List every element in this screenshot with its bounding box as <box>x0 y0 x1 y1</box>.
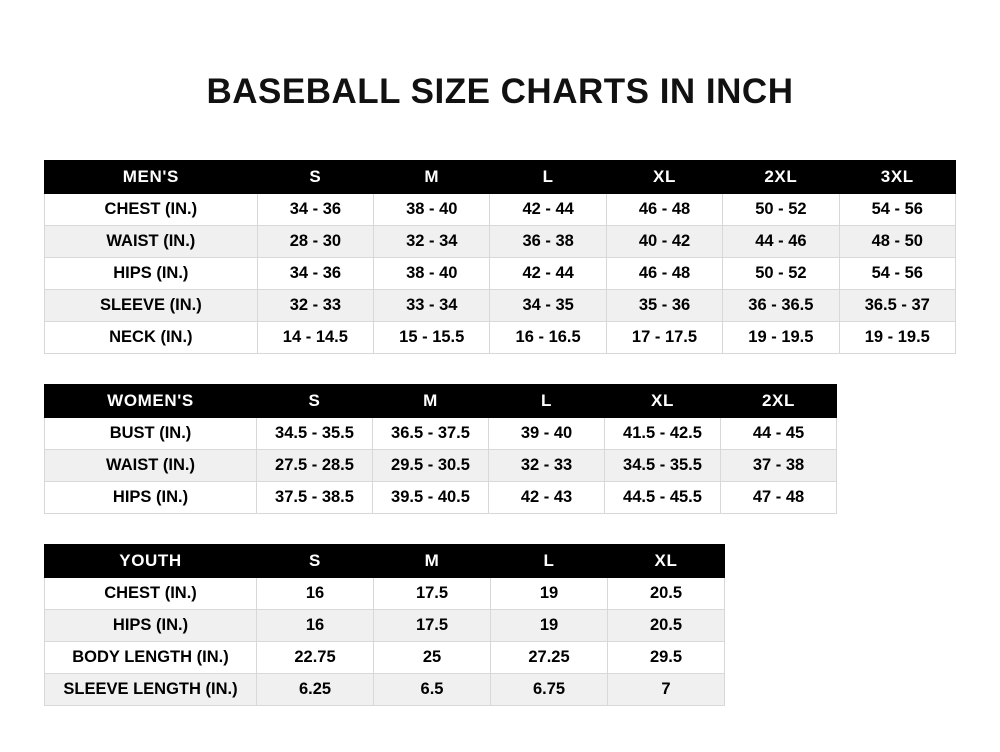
table-cell: 38 - 40 <box>374 258 490 290</box>
table-cell: 33 - 34 <box>374 290 490 322</box>
row-label: BUST (IN.) <box>45 418 257 450</box>
table-cell: 6.25 <box>257 674 374 706</box>
row-label: NECK (IN.) <box>45 322 258 354</box>
table-cell: 47 - 48 <box>721 482 837 514</box>
table-cell: 15 - 15.5 <box>374 322 490 354</box>
table-row <box>45 322 956 354</box>
table-cell: 16 - 16.5 <box>490 322 606 354</box>
table-cell: 42 - 44 <box>490 194 606 226</box>
table-cell: 50 - 52 <box>723 194 839 226</box>
table-header-cell: XL <box>605 385 721 418</box>
table-cell: 17 - 17.5 <box>606 322 722 354</box>
row-label: WAIST (IN.) <box>45 450 257 482</box>
table-cell: 34 - 35 <box>490 290 606 322</box>
table-header-cell: L <box>491 545 608 578</box>
table-cell: 46 - 48 <box>606 194 722 226</box>
table-header-cell: M <box>373 385 489 418</box>
table-cell: 35 - 36 <box>606 290 722 322</box>
table-header-cell: XL <box>608 545 725 578</box>
table-header-cell: MEN'S <box>45 161 258 194</box>
table-cell: 41.5 - 42.5 <box>605 418 721 450</box>
row-label: HIPS (IN.) <box>45 482 257 514</box>
table-cell: 29.5 - 30.5 <box>373 450 489 482</box>
row-label: WAIST (IN.) <box>45 226 258 258</box>
table-row <box>45 226 956 258</box>
table-header-cell: S <box>257 385 373 418</box>
table-cell: 32 - 34 <box>374 226 490 258</box>
table-cell: 39 - 40 <box>489 418 605 450</box>
row-label: CHEST (IN.) <box>45 194 258 226</box>
table-header-row <box>45 161 956 194</box>
table-row <box>45 450 837 482</box>
table-cell: 48 - 50 <box>839 226 955 258</box>
mens-size-table <box>44 160 956 354</box>
table-row <box>45 578 725 610</box>
table-cell: 37.5 - 38.5 <box>257 482 373 514</box>
table-header-cell: 2XL <box>721 385 837 418</box>
table-cell: 29.5 <box>608 642 725 674</box>
table-cell: 40 - 42 <box>606 226 722 258</box>
row-label: BODY LENGTH (IN.) <box>45 642 257 674</box>
table-cell: 36 - 36.5 <box>723 290 839 322</box>
table-row <box>45 610 725 642</box>
size-tables-container <box>0 160 1000 706</box>
table-cell: 36.5 - 37.5 <box>373 418 489 450</box>
table-cell: 37 - 38 <box>721 450 837 482</box>
table-cell: 36.5 - 37 <box>839 290 955 322</box>
table-cell: 32 - 33 <box>489 450 605 482</box>
row-label: CHEST (IN.) <box>45 578 257 610</box>
table-cell: 54 - 56 <box>839 258 955 290</box>
table-header-cell: S <box>257 161 373 194</box>
table-row <box>45 642 725 674</box>
table-cell: 20.5 <box>608 578 725 610</box>
table-header-cell: 3XL <box>839 161 955 194</box>
table-cell: 25 <box>374 642 491 674</box>
table-cell: 46 - 48 <box>606 258 722 290</box>
table-cell: 42 - 44 <box>490 258 606 290</box>
table-cell: 6.75 <box>491 674 608 706</box>
table-cell: 14 - 14.5 <box>257 322 373 354</box>
table-cell: 34.5 - 35.5 <box>605 450 721 482</box>
table-header-cell: S <box>257 545 374 578</box>
table-header-cell: L <box>489 385 605 418</box>
table-cell: 17.5 <box>374 578 491 610</box>
table-header-row <box>45 385 837 418</box>
page-title: BASEBALL SIZE CHARTS IN INCH <box>206 72 794 111</box>
table-cell: 22.75 <box>257 642 374 674</box>
table-cell: 39.5 - 40.5 <box>373 482 489 514</box>
row-label: HIPS (IN.) <box>45 258 258 290</box>
table-row <box>45 482 837 514</box>
table-header-cell: YOUTH <box>45 545 257 578</box>
table-cell: 16 <box>257 578 374 610</box>
youth-size-table <box>44 544 725 706</box>
table-header-cell: 2XL <box>723 161 839 194</box>
table-cell: 19 - 19.5 <box>839 322 955 354</box>
row-label: SLEEVE (IN.) <box>45 290 258 322</box>
table-cell: 34.5 - 35.5 <box>257 418 373 450</box>
table-row <box>45 194 956 226</box>
table-cell: 44 - 46 <box>723 226 839 258</box>
table-cell: 34 - 36 <box>257 194 373 226</box>
womens-size-table <box>44 384 837 514</box>
table-cell: 6.5 <box>374 674 491 706</box>
row-label: SLEEVE LENGTH (IN.) <box>45 674 257 706</box>
table-cell: 27.25 <box>491 642 608 674</box>
table-cell: 27.5 - 28.5 <box>257 450 373 482</box>
table-row <box>45 418 837 450</box>
table-cell: 19 - 19.5 <box>723 322 839 354</box>
table-cell: 36 - 38 <box>490 226 606 258</box>
table-header-row <box>45 545 725 578</box>
table-cell: 42 - 43 <box>489 482 605 514</box>
table-cell: 17.5 <box>374 610 491 642</box>
table-cell: 19 <box>491 578 608 610</box>
table-cell: 19 <box>491 610 608 642</box>
table-cell: 7 <box>608 674 725 706</box>
table-row <box>45 258 956 290</box>
row-label: HIPS (IN.) <box>45 610 257 642</box>
table-cell: 44 - 45 <box>721 418 837 450</box>
table-cell: 54 - 56 <box>839 194 955 226</box>
table-cell: 32 - 33 <box>257 290 373 322</box>
table-cell: 34 - 36 <box>257 258 373 290</box>
table-header-cell: L <box>490 161 606 194</box>
table-cell: 28 - 30 <box>257 226 373 258</box>
table-cell: 38 - 40 <box>374 194 490 226</box>
table-header-cell: XL <box>606 161 722 194</box>
table-cell: 16 <box>257 610 374 642</box>
table-cell: 20.5 <box>608 610 725 642</box>
table-cell: 44.5 - 45.5 <box>605 482 721 514</box>
table-row <box>45 290 956 322</box>
table-cell: 50 - 52 <box>723 258 839 290</box>
table-header-cell: WOMEN'S <box>45 385 257 418</box>
table-header-cell: M <box>374 161 490 194</box>
table-header-cell: M <box>374 545 491 578</box>
table-row <box>45 674 725 706</box>
